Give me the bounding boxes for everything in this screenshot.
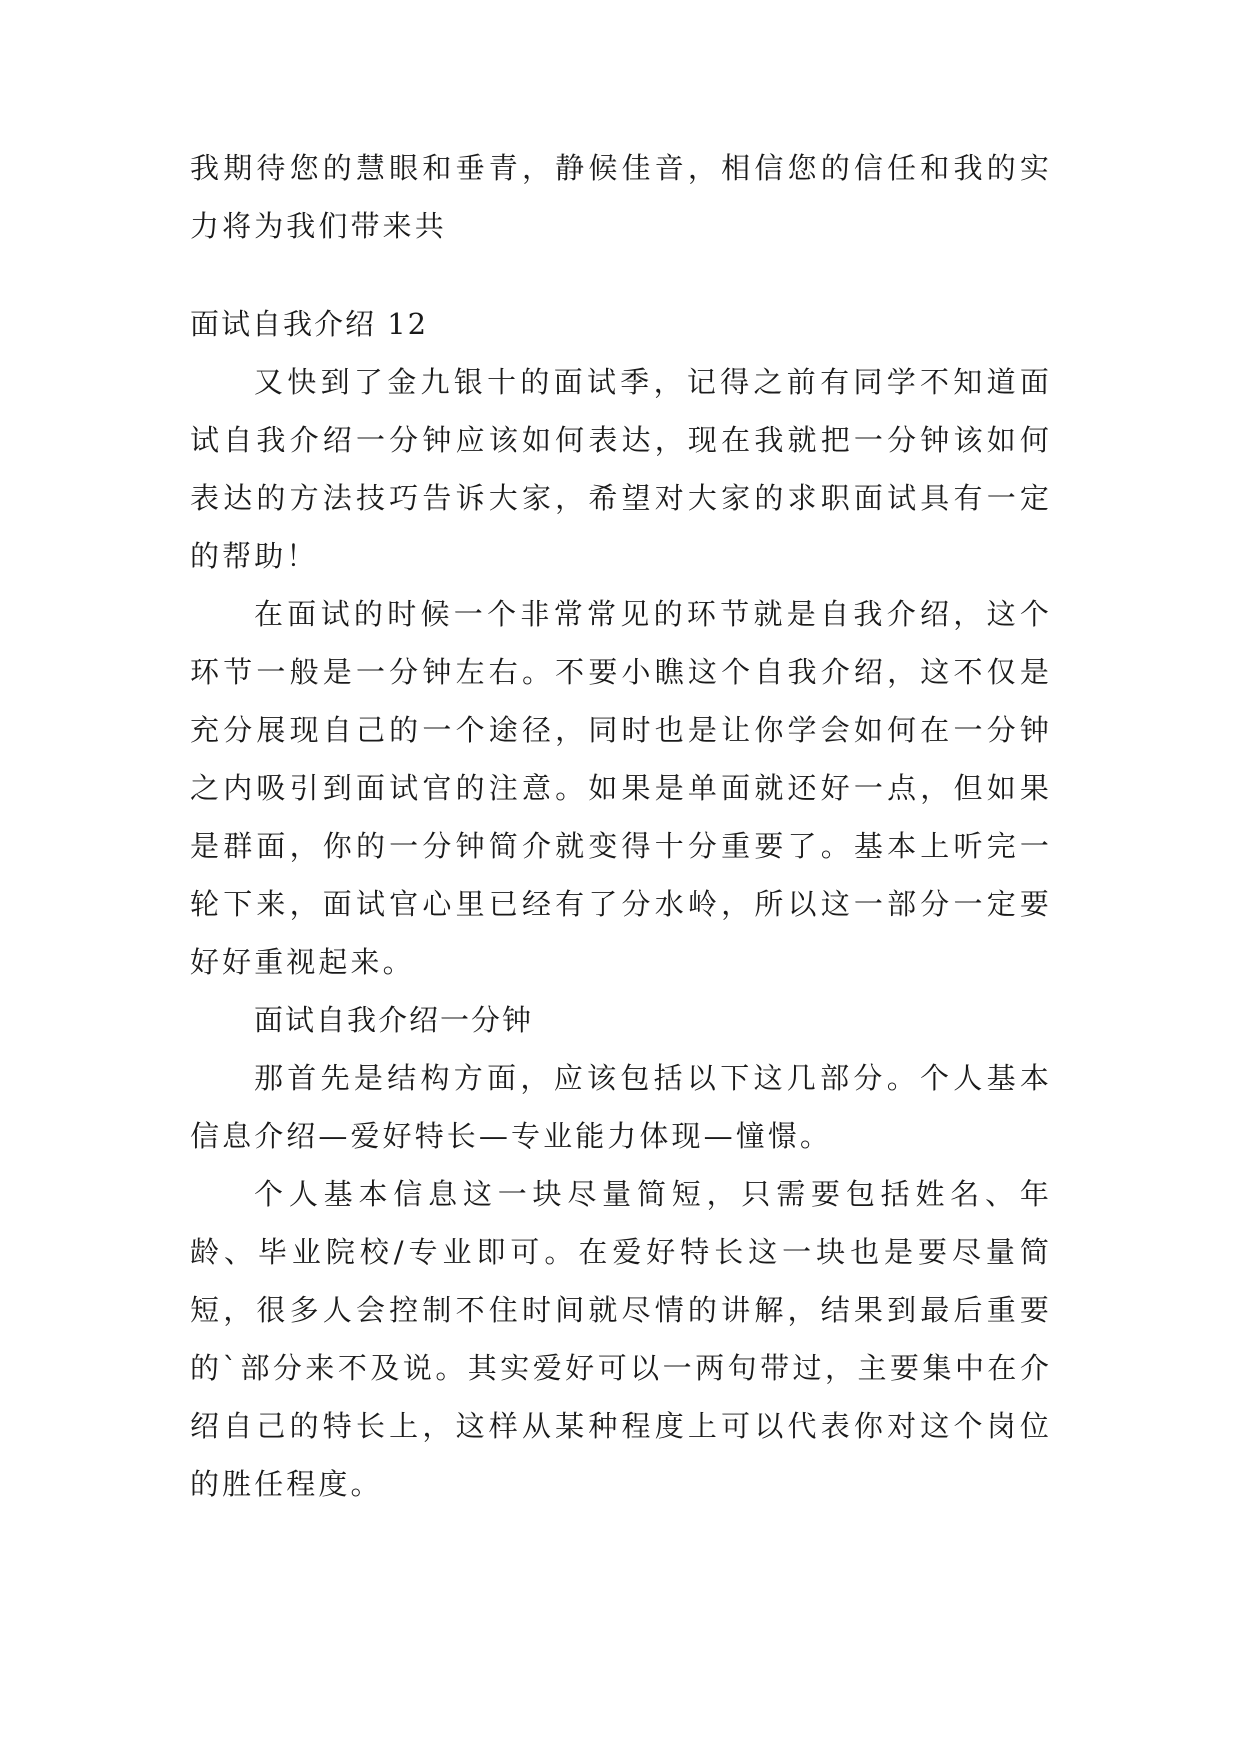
closing-section [190, 139, 1052, 255]
closing-paragraph: 我期待您的慧眼和垂青，静候佳音，相信您的信任和我的实力将为我们带来共 [190, 151, 1052, 243]
subheading: 面试自我介绍一分钟 [254, 1003, 534, 1037]
paragraph-importance: 在面试的时候一个非常常见的环节就是自我介绍，这个环节一般是一分钟左右。不要小瞧这个自我介绍，这不仅是充分展现自己的一个途径，同时也是让你学会如何在一分钟之内吸引到面试官的注意。如果是单面就还好一点，但如果是群面，你的一分钟简介就变得十分重要了。基本上听完一轮下来，面试官心里已经有了分水岭，所以这一部分一定要好好重视起来。 [190, 597, 1052, 979]
paragraph-details: 个人基本信息这一块尽量简短，只需要包括姓名、年龄、毕业院校/专业即可。在爱好特长这一块也是要尽量简短，很多人会控制不住时间就尽情的讲解，结果到最后重要的`部分来不及说。其实爱好可以一两句带过，主要集中在介绍自己的特长上，这样从某种程度上可以代表你对这个岗位的胜任程度。 [190, 1177, 1052, 1501]
paragraph-intro: 又快到了金九银十的面试季，记得之前有同学不知道面试自我介绍一分钟应该如何表达，现在我就把一分钟该如何表达的方法技巧告诉大家，希望对大家的求职面试具有一定的帮助！ [190, 365, 1052, 573]
paragraph-structure: 那首先是结构方面，应该包括以下这几部分。个人基本信息介绍—爱好特长—专业能力体现—憧憬。 [190, 1061, 1052, 1153]
section-title: 面试自我介绍 12 [190, 307, 429, 341]
main-section [190, 295, 1052, 1513]
